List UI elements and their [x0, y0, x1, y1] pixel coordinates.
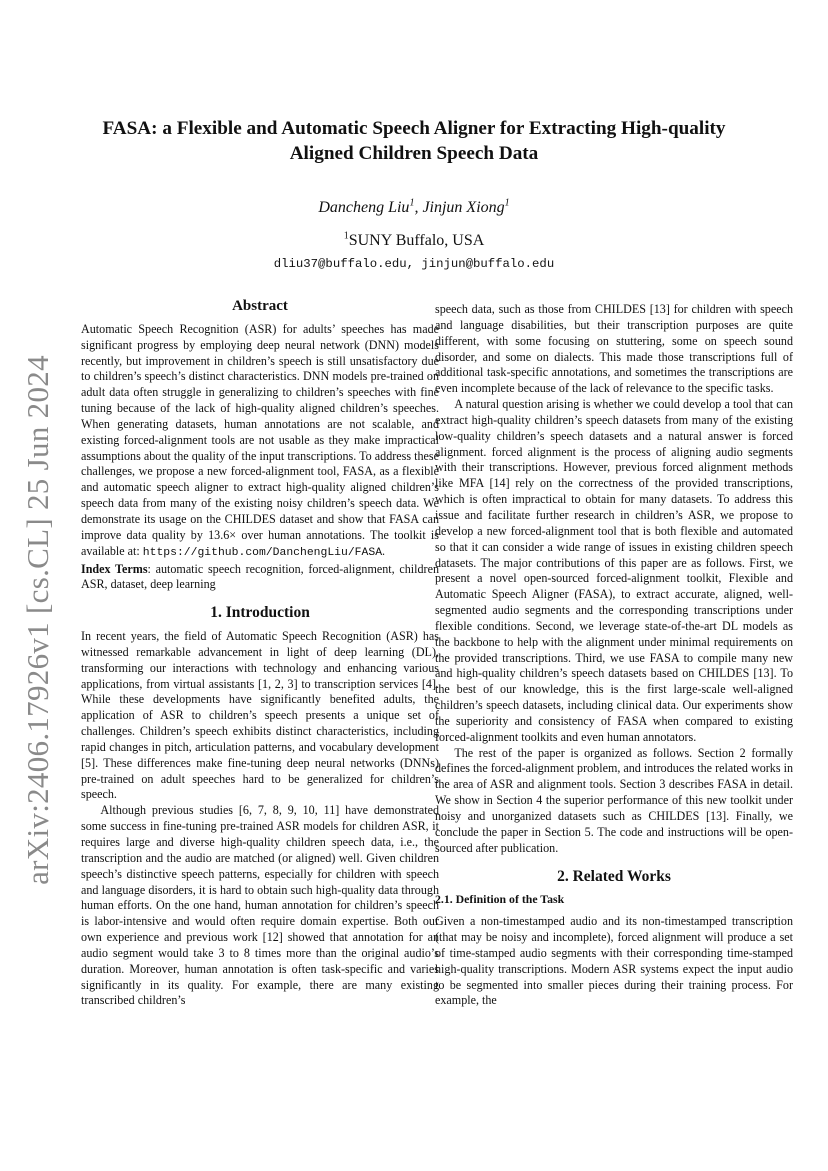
section-heading-introduction: 1. Introduction [210, 604, 310, 622]
subsection-heading-definition: 2.1. Definition of the Task [435, 892, 565, 907]
title-line-1: FASA: a Flexible and Automatic Speech Aligner for Extracting High-quality [102, 118, 726, 139]
index-terms [81, 562, 439, 594]
author-name: Dancheng Liu [318, 199, 410, 216]
intro-paragraph-2: Although previous studies [6, 7, 8, 9, 10, 11] have demonstrated some success in fine-tuning pre-trained ASR models for children ASR, it requires large and diverse high-quality children speech data, i.e., the transcription and the audio are matched (or aligned) well. Given children speech’s distinctive speech patterns, especially for children with speech and language disorders, it is hard to obtain such high-quality data through human efforts. On the one hand, human annotation for children’s speech is labor-intensive and would often require domain expertise. Both our own experience and previous work [12] showed that annotation for an audio segment would take 3 to 8 times more than the original audio’s duration. Moreover, human annotation is often task-specific and varies significantly in its quality. For example, there are many existing transcribed children’s [81, 803, 439, 1008]
author-emails: dliu37@buffalo.edu, jinjun@buffalo.edu [273, 257, 555, 271]
intro-paragraph-5: The rest of the paper is organized as follows. Section 2 formally defines the forced-alignment problem, and introduces the related works in the area of ASR and alignment tools. Section 3 describes FASA in detail. We show in Section 4 the superior performance of this new toolkit under noisy and unorganized datasets such as CHILDES [13]. Finally, we conclude the paper in Section 5. The code and instructions will be open-sourced after publication. [435, 745, 793, 855]
abstract-heading: Abstract [232, 298, 288, 314]
author-affiliation-mark: 1 [409, 197, 415, 209]
intro-paragraph-1: In recent years, the field of Automatic Speech Recognition (ASR) has witnessed remarkable advancement in light of deep learning (DL), transforming our interactions with technology and enhancing various applications, from virtual assistants [1, 2, 3] to transcription services [4]. While these developments have significantly benefited adults, the application of ASR to children’s speech presents a unique set of challenges. Children’s speech exhibits distinct characteristics, including rapid changes in pitch, articulation patterns, and vocabulary development [5]. These differences make fine-tuning deep neural networks (DNNs) pre-trained on adult speeches hard to be generalized for children’s speech. [81, 629, 439, 802]
affiliation-name: SUNY Buffalo, USA [348, 232, 485, 249]
intro-paragraph-4: A natural question arising is whether we could develop a tool that can extract high-quality children’s speech datasets from many of the existing low-quality children’s speech datasets and a natural answer is forced alignment. forced alignment is the process of aligning audio segments with their transcriptions. However, previous forced alignment methods like MFA [14] rely on the correctness of the provided transcriptions, which is often impractical to obtain for many datasets. To address this issue and facilitate further research in children’s ASR, we propose to develop a new forced-alignment tool that is both flexible and automated so that it can consider a wide range of issues in existing children speech datasets. The major contributions of this paper are as follows. First, we present a novel open-sourced forced-alignment toolkit, Flexible and Automatic Speech Aligner (FASA), to extract accurate, aligned, well-segmented audio segments and the corresponding transcriptions under flexible conditions. Second, we leverage state-of-the-art DL models as the backbone to help with the alignment under minimal requirements on the provided transcriptions. Third, we use FASA to compile many new and high-quality children’s speech datasets based on CHILDES [13]. To the best of our knowledge, this is the first large-scale well-aligned children’s speech datasets, including clinical data. Our experiments show the superiority and consistency of FASA when compared to existing forced-alignment toolkits and even human annotators. [435, 397, 793, 744]
right-column [435, 302, 793, 1009]
arxiv-side-stamp [18, 355, 58, 885]
intro-paragraph-3: speech data, such as those from CHILDES [13] for children with speech and language disabilities, but their transcription purposes are quite different, with some focusing on stuttering, some on speech sound disorder, and some on dialects. This made those transcriptions full of additional task-specific annotations, and sometimes the transcriptions are even incomplete because of the lack of relevance to the specific tasks. [435, 302, 793, 396]
title-line-2: Aligned Children Speech Data [289, 143, 539, 164]
author-affiliation-mark: 1 [504, 197, 510, 209]
paper-title [80, 116, 748, 166]
index-terms-text: : automatic speech recognition, forced-alignment, children ASR, dataset, deep learning [81, 561, 439, 592]
index-terms-label: Index Terms [81, 561, 148, 576]
author-name: Jinjun Xiong [422, 199, 505, 216]
author-list [80, 199, 748, 217]
left-column [81, 299, 439, 1009]
author-separator: , [414, 199, 423, 216]
toolkit-url[interactable]: https://github.com/DanchengLiu/FASA [142, 546, 383, 559]
related-paragraph-1: Given a non-timestamped audio and its non-timestamped transcription (that may be noisy and incomplete), forced alignment will produce a set of time-stamped audio segments with their corresponding time-stamped high-quality transcriptions. Modern ASR systems expect the input audio to be segmented into smaller pieces during their training process. For example, the [435, 914, 793, 1008]
affiliation [80, 232, 748, 250]
affiliation-mark: 1 [343, 230, 349, 242]
abstract-end: . [382, 543, 386, 558]
section-heading-related-works: 2. Related Works [557, 867, 671, 885]
abstract-text: Automatic Speech Recognition (ASR) for adults’ speeches has made significant progress by employing deep neural network (DNN) models recently, but improvement in children’s speech is still unsatisfactory due to children’s speech’s distinct characteristics. DNN models pre-trained on adult data often struggle in generalizing to children’s speeches with fine tuning because of the lack of high-quality aligned children’s speeches. When generating datasets, human annotations are not scalable, and existing forced-alignment tools are not usable as they make impractical assumptions about the quality of the input transcriptions. To address these challenges, we propose a new forced-alignment tool, FASA, as a flexible and automatic speech aligner to extract high-quality aligned children’s speech data from many of the existing noisy children’s speech data. We demonstrate its usage on the CHILDES dataset and show that FASA can improve data quality by 13.6× over human annotations. The toolkit is available at: [81, 321, 439, 558]
abstract-body [81, 322, 439, 562]
arxiv-identifier: arXiv:2406.17926v1 [cs.CL] 25 Jun 2024 [20, 355, 55, 885]
